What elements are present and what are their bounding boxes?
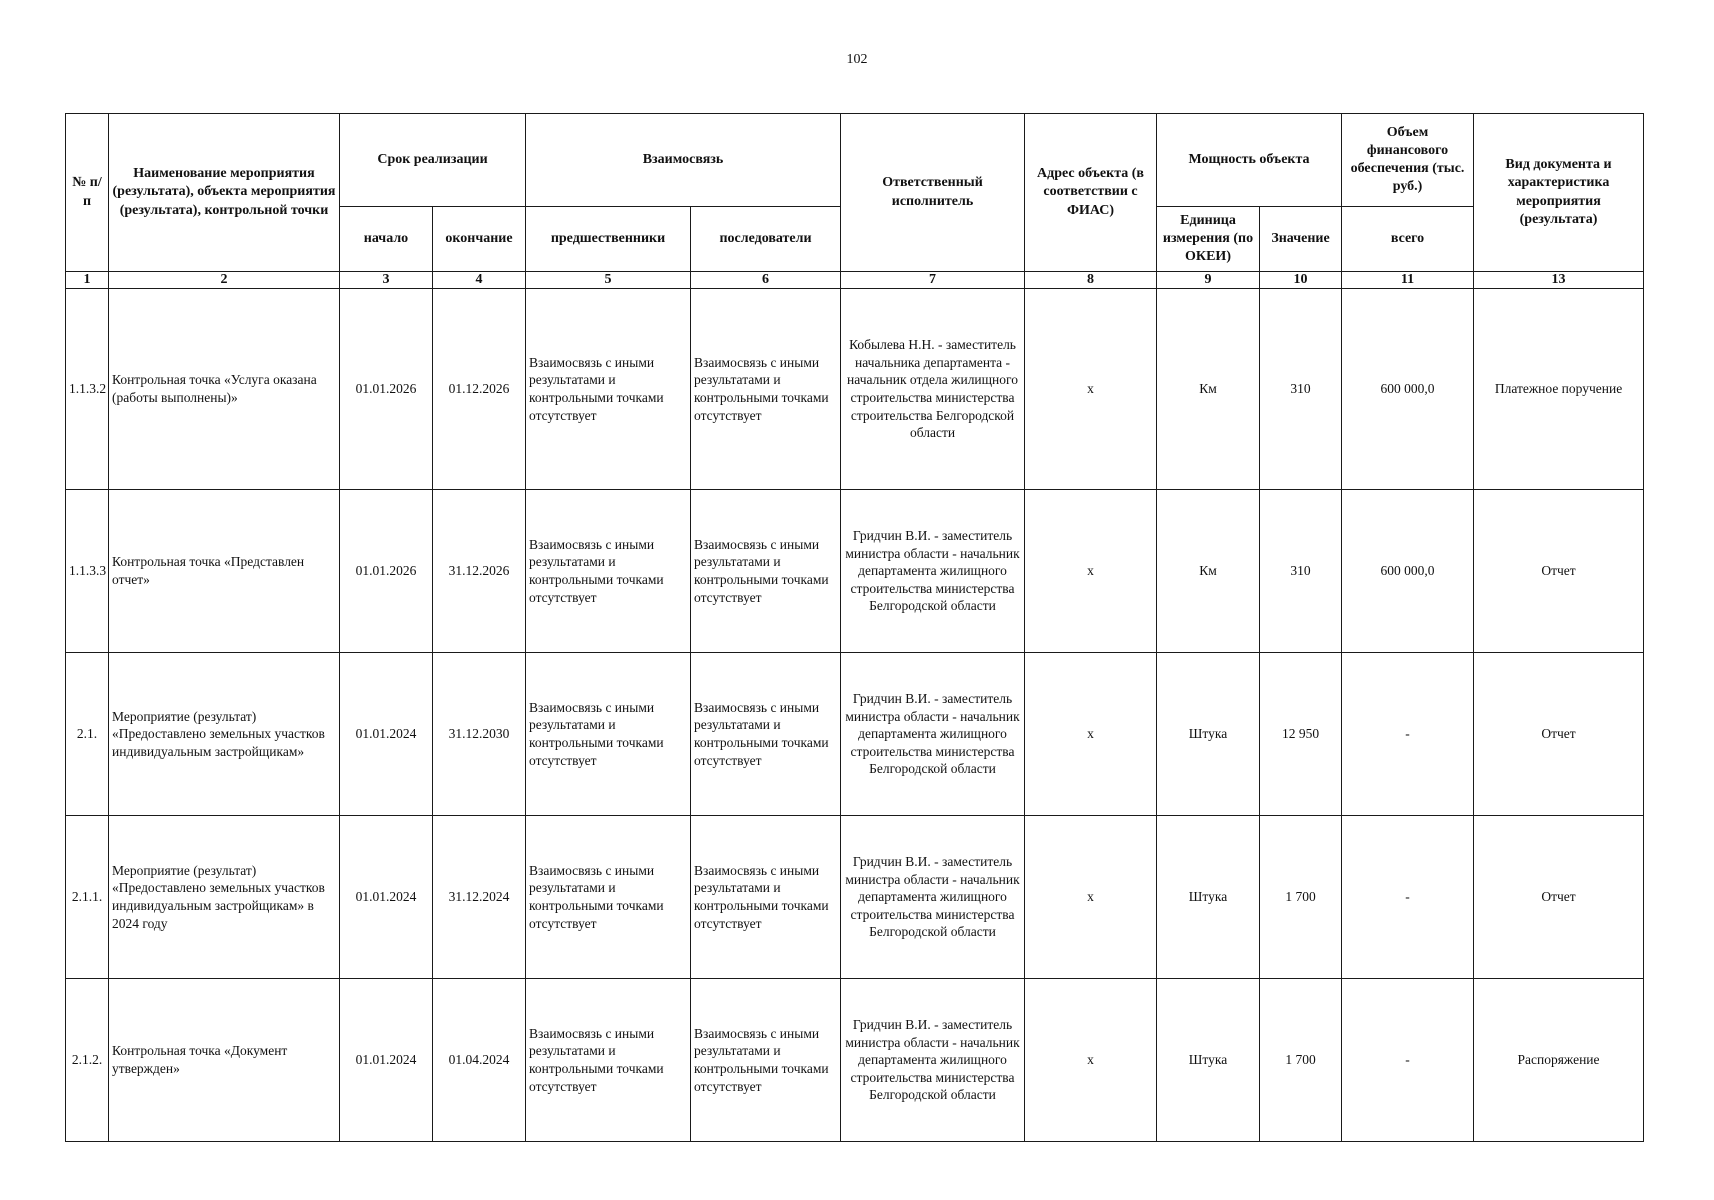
header-address: Адрес объекта (в соответствии с ФИАС) (1025, 114, 1157, 272)
cell-finance: - (1342, 816, 1474, 979)
cell-value: 310 (1260, 490, 1342, 653)
cell-end: 31.12.2030 (433, 653, 526, 816)
header-finance: Объем финансового обеспечения (тыс. руб.) (1342, 114, 1474, 207)
column-number: 2 (109, 272, 340, 289)
column-number: 7 (841, 272, 1025, 289)
cell-prev: Взаимосвязь с иными результатами и контрольными точками отсутствует (526, 653, 691, 816)
header-doc-type: Вид документа и характеристика мероприятия (результата) (1474, 114, 1644, 272)
cell-doc: Отчет (1474, 490, 1644, 653)
cell-num: 2.1.1. (66, 816, 109, 979)
cell-responsible: Кобылева Н.Н. - заместитель начальника департамента - начальник отдела жилищного строительства министерства строительства Белгородской области (841, 289, 1025, 490)
cell-start: 01.01.2026 (340, 289, 433, 490)
cell-finance: - (1342, 653, 1474, 816)
cell-finance: 600 000,0 (1342, 490, 1474, 653)
header-responsible: Ответственный исполнитель (841, 114, 1025, 272)
cell-name: Контрольная точка «Услуга оказана (работы выполнены)» (109, 289, 340, 490)
cell-next: Взаимосвязь с иными результатами и контрольными точками отсутствует (691, 979, 841, 1142)
cell-value: 1 700 (1260, 979, 1342, 1142)
cell-unit: Км (1157, 490, 1260, 653)
header-term: Срок реализации (340, 114, 526, 207)
header-relation-next: последователи (691, 207, 841, 272)
cell-unit: Штука (1157, 979, 1260, 1142)
cell-end: 01.04.2024 (433, 979, 526, 1142)
cell-address: х (1025, 653, 1157, 816)
header-finance-total: всего (1342, 207, 1474, 272)
cell-prev: Взаимосвязь с иными результатами и контрольными точками отсутствует (526, 289, 691, 490)
cell-next: Взаимосвязь с иными результатами и контрольными точками отсутствует (691, 653, 841, 816)
cell-finance: - (1342, 979, 1474, 1142)
column-number: 6 (691, 272, 841, 289)
cell-unit: Штука (1157, 816, 1260, 979)
cell-num: 1.1.3.2 (66, 289, 109, 490)
cell-responsible: Гридчин В.И. - заместитель министра области - начальник департамента жилищного строительства министерства Белгородской области (841, 490, 1025, 653)
cell-responsible: Гридчин В.И. - заместитель министра области - начальник департамента жилищного строительства министерства Белгородской области (841, 816, 1025, 979)
column-number: 1 (66, 272, 109, 289)
cell-unit: Штука (1157, 653, 1260, 816)
header-unit: Единица измерения (по ОКЕИ) (1157, 207, 1260, 272)
cell-name: Контрольная точка «Представлен отчет» (109, 490, 340, 653)
cell-value: 12 950 (1260, 653, 1342, 816)
cell-end: 31.12.2026 (433, 490, 526, 653)
cell-doc: Отчет (1474, 653, 1644, 816)
header-term-end: окончание (433, 207, 526, 272)
cell-name: Мероприятие (результат) «Предоставлено земельных участков индивидуальным застройщикам» в 2024 году (109, 816, 340, 979)
cell-name: Контрольная точка «Документ утвержден» (109, 979, 340, 1142)
column-number: 13 (1474, 272, 1644, 289)
cell-num: 2.1.2. (66, 979, 109, 1142)
cell-doc: Платежное поручение (1474, 289, 1644, 490)
column-number: 5 (526, 272, 691, 289)
cell-start: 01.01.2024 (340, 653, 433, 816)
header-value: Значение (1260, 207, 1342, 272)
column-number: 3 (340, 272, 433, 289)
cell-prev: Взаимосвязь с иными результатами и контрольными точками отсутствует (526, 816, 691, 979)
cell-value: 1 700 (1260, 816, 1342, 979)
header-name: Наименование мероприятия (результата), объекта мероприятия (результата), контрольной точки (109, 114, 340, 272)
header-relation-prev: предшественники (526, 207, 691, 272)
cell-responsible: Гридчин В.И. - заместитель министра области - начальник департамента жилищного строительства министерства Белгородской области (841, 653, 1025, 816)
header-term-start: начало (340, 207, 433, 272)
table-row (66, 979, 1644, 1142)
cell-address: х (1025, 816, 1157, 979)
header-relation: Взаимосвязь (526, 114, 841, 207)
cell-prev: Взаимосвязь с иными результатами и контрольными точками отсутствует (526, 979, 691, 1142)
column-number: 8 (1025, 272, 1157, 289)
cell-num: 1.1.3.3 (66, 490, 109, 653)
column-number: 9 (1157, 272, 1260, 289)
cell-unit: Км (1157, 289, 1260, 490)
cell-doc: Отчет (1474, 816, 1644, 979)
cell-address: х (1025, 490, 1157, 653)
cell-start: 01.01.2026 (340, 490, 433, 653)
cell-value: 310 (1260, 289, 1342, 490)
table-row (66, 490, 1644, 653)
column-number: 11 (1342, 272, 1474, 289)
cell-address: х (1025, 289, 1157, 490)
cell-next: Взаимосвязь с иными результатами и контрольными точками отсутствует (691, 490, 841, 653)
cell-start: 01.01.2024 (340, 816, 433, 979)
cell-doc: Распоряжение (1474, 979, 1644, 1142)
column-number: 4 (433, 272, 526, 289)
plan-table (65, 113, 1644, 1142)
cell-address: х (1025, 979, 1157, 1142)
cell-start: 01.01.2024 (340, 979, 433, 1142)
cell-next: Взаимосвязь с иными результатами и контрольными точками отсутствует (691, 289, 841, 490)
page-number: 102 (846, 52, 868, 67)
column-number: 10 (1260, 272, 1342, 289)
cell-end: 31.12.2024 (433, 816, 526, 979)
cell-prev: Взаимосвязь с иными результатами и контрольными точками отсутствует (526, 490, 691, 653)
header-num: № п/п (66, 114, 109, 272)
table-row (66, 653, 1644, 816)
cell-num: 2.1. (66, 653, 109, 816)
table-row (66, 289, 1644, 490)
cell-name: Мероприятие (результат) «Предоставлено земельных участков индивидуальным застройщикам» (109, 653, 340, 816)
cell-next: Взаимосвязь с иными результатами и контрольными точками отсутствует (691, 816, 841, 979)
cell-finance: 600 000,0 (1342, 289, 1474, 490)
table-row (66, 816, 1644, 979)
cell-end: 01.12.2026 (433, 289, 526, 490)
header-capacity: Мощность объекта (1157, 114, 1342, 207)
cell-responsible: Гридчин В.И. - заместитель министра области - начальник департамента жилищного строительства министерства Белгородской области (841, 979, 1025, 1142)
